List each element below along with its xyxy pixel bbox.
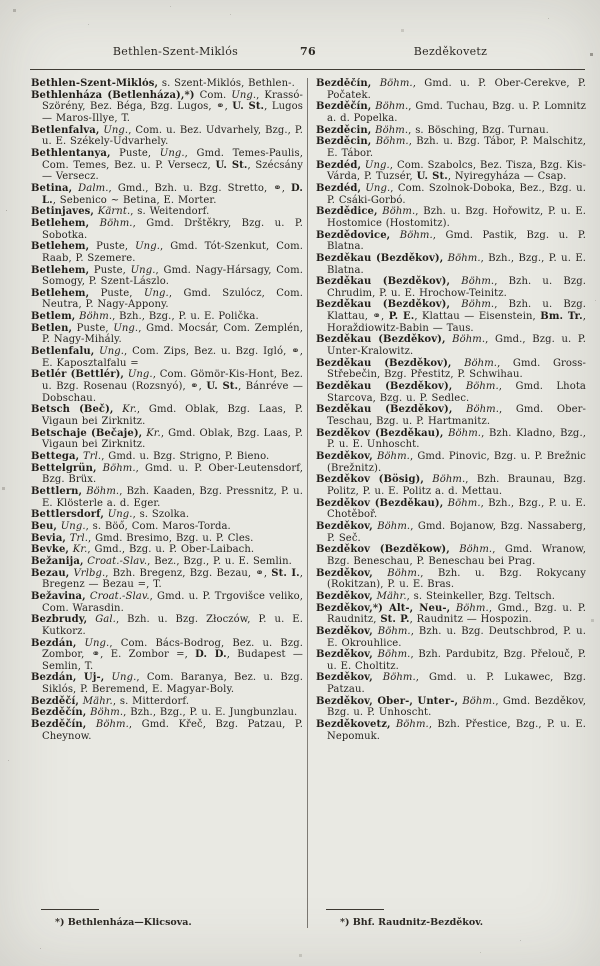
entry-region: Trl. [66, 532, 89, 544]
gazetteer-entry [316, 276, 586, 299]
entry-text: , Raudnitz — Hospozin. [409, 614, 532, 626]
entry-region: Ung. [124, 369, 153, 381]
entry-headword-or-abbrev: Bezděkov (Bezděkow), [316, 544, 450, 556]
footnote-block-right [316, 909, 586, 928]
entry-region: Gal. [87, 614, 116, 626]
entry-headword-or-abbrev: Bezděkau (Bezděkov), [316, 276, 451, 288]
entry-text: , Horaždiowitz-Babin — Taus. [327, 311, 586, 334]
entry-region: Vrlbg. [69, 567, 106, 579]
entry-text: , Gmd. Mocsár, Com. Zemplén, P. Nagy-Mihály. [42, 322, 303, 346]
entry-text: , Gmd. Temes-Paulis, Com. Temes, Bez. u. P. Versecz, [42, 147, 303, 171]
entry-text: , Gmd. Gross-Střebečin, Bzg. Přestitz, P. Schwihau. [327, 357, 586, 381]
entry-text: , Gmd. Wranow, Bzg. Beneschau, P. Beneschau bei Prag. [327, 544, 586, 567]
entry-headword-or-abbrev: Betlen, [31, 322, 73, 334]
entry-headword-or-abbrev: Bezděkov, [316, 520, 373, 532]
entry-region: Böhm. [86, 719, 129, 731]
gazetteer-entry [31, 509, 303, 521]
gazetteer-entry [316, 230, 586, 253]
entry-headword-or-abbrev: Bezdán, [31, 637, 77, 649]
entry-region: Böhm. [82, 485, 120, 497]
gazetteer-entry [31, 544, 303, 556]
entry-headword-or-abbrev: Bežavina, [31, 590, 86, 602]
gazetteer-entry [31, 614, 303, 637]
column-divider [307, 78, 308, 928]
gazetteer-entry [316, 428, 586, 451]
entry-text: , Gmd. u. P. Ober-Leutensdorf, Bzg. Brüx. [42, 462, 303, 486]
entry-text: , Bzh., Bzg., P. u. E. Blatna. [327, 252, 586, 276]
entry-headword-or-abbrev: Betlem, [31, 311, 76, 323]
entry-text: , Gmd. Ober-Teschau, Bzg. u. P. Hartmanitz. [327, 404, 586, 428]
entry-headword-or-abbrev: Bezděkau (Bezděkov), [316, 357, 452, 369]
entry-headword-or-abbrev: Bezděčín, [31, 719, 87, 731]
entry-text: Puste, [110, 147, 160, 159]
entry-text: , Gmd. Nagy-Hársagy, Com. Somogy, P. Szent-Lászlo. [42, 264, 303, 288]
entry-text: , s. Weitendorf. [130, 206, 210, 218]
entry-region: Ung. [231, 89, 257, 101]
entry-headword-or-abbrev: Bežanija, [31, 555, 84, 567]
entry-headword-or-abbrev: Bezděkov, [316, 672, 373, 684]
entry-text: s. Szent-Miklós, Bethlen-. [158, 78, 295, 89]
entry-text: , Bzh., Bzg., P. u. E. Polička. [112, 311, 259, 323]
entry-region: Böhm. [423, 474, 466, 486]
entry-headword-or-abbrev: Betlenfalva, [31, 124, 100, 136]
entry-region: Ung. [103, 509, 133, 521]
gazetteer-entry [316, 101, 586, 124]
entry-text: Puste, [72, 322, 114, 334]
entry-region: Croat.-Slav. [83, 555, 148, 567]
entry-text: , Bzh. u. Bzg. Klattau, ⚭, [327, 299, 586, 323]
entry-headword-or-abbrev: Betschaje (Bečaje), [31, 427, 143, 439]
footnote-rule [41, 909, 99, 910]
entry-region: Kr. [142, 427, 161, 439]
entry-headword-or-abbrev: U. St. [416, 171, 448, 183]
entry-text: , Bzh. u. Bzg. Chrudim, P. u. E. Hrochow-Teinitz. [327, 276, 586, 299]
gazetteer-entry [31, 556, 303, 568]
gazetteer-entry [31, 451, 303, 463]
entry-headword-or-abbrev: Bezděkau (Bezděkov), [316, 299, 451, 311]
entry-region: Böhm. [452, 404, 499, 416]
gazetteer-entry [316, 474, 586, 497]
entry-region: Böhm. [371, 101, 409, 113]
entry-headword-or-abbrev: U. St. [232, 101, 265, 113]
entry-headword-or-abbrev: Bezděkov, [316, 590, 373, 602]
entry-region: Böhm. [445, 334, 486, 346]
entry-region: Ung. [135, 241, 160, 253]
entry-text: , Gmd. Tuchau, Bzg. u. P. Lomnitz a. d. Popelka. [327, 101, 586, 124]
entry-text: , Gmd., Bzg. u. P. Ober-Laibach. [87, 544, 255, 556]
entry-region: Böhm. [443, 497, 481, 509]
entry-headword-or-abbrev: Betlehem, [31, 287, 90, 299]
entry-region: Böhm. [451, 357, 498, 369]
entry-text: , Gmd. u. P. Lukawec, Bzg. Patzau. [327, 672, 586, 696]
gazetteer-entry [31, 591, 303, 614]
gazetteer-entry [316, 626, 586, 649]
entry-headword-or-abbrev: Bezděcin, [316, 136, 372, 148]
entry-region: Böhm. [458, 695, 496, 707]
footnote-right: *) Bhf. Raudnitz-Bezděkov. [340, 917, 484, 928]
entry-text: Puste, [89, 241, 136, 253]
entry-region: Böhm. [443, 427, 482, 439]
entry-headword-or-abbrev: Bezděkov, [316, 625, 373, 637]
gazetteer-entry [31, 428, 303, 451]
entry-text: , Sebenico ~ Betina, E. Morter. [52, 194, 217, 206]
entry-region: Böhm. [452, 381, 499, 393]
gazetteer-entry [31, 90, 303, 125]
entry-headword-or-abbrev: Bezděkov, Ober-, Unter-, [316, 695, 459, 707]
footnote-block-left [31, 909, 303, 928]
gazetteer-entry [31, 125, 303, 148]
entry-text: , Bzh. Přestice, Bzg., P. u. E. Nepomuk. [327, 719, 586, 742]
entry-region: Ung. [76, 637, 110, 649]
gazetteer-entry [31, 218, 303, 241]
entry-headword-or-abbrev: Bezděkov (Bezděkau), [316, 427, 444, 439]
footnote-left: *) Bethlenháza—Klicsova. [55, 917, 192, 928]
entry-headword-or-abbrev: Bezau, [31, 567, 70, 579]
gazetteer-entry [31, 288, 303, 311]
entry-text: , s. Szolka. [132, 509, 190, 521]
entry-headword-or-abbrev: Betlehem, [31, 217, 90, 229]
gazetteer-entry [31, 183, 303, 206]
entry-headword-or-abbrev: Betina, [31, 182, 73, 194]
page-number: 76 [300, 45, 316, 58]
entry-text: , Bez., Bzg., P. u. E. Semlin. [147, 555, 292, 567]
entry-region: Böhm. [450, 299, 495, 311]
entry-text: , s. Steinkeller, Bzg. Teltsch. [406, 590, 556, 602]
entry-text: , Com. Zips, Bez. u. Bzg. Igló, ⚭, E. Kaposztalfalu = [42, 346, 303, 369]
entry-headword-or-abbrev: Bezděkov (Bösig), [316, 474, 424, 486]
entry-region: Böhm. [86, 707, 124, 719]
entry-text: , Gmd. Bezděkov, Bzg. u. P. Unhoscht. [327, 695, 586, 719]
gazetteer-entry [31, 463, 303, 486]
gazetteer-entry [316, 206, 586, 229]
entry-headword-or-abbrev: Bezděkau (Bezděkov), [316, 334, 446, 346]
entry-headword-or-abbrev: Bezděkov,*) Alt-, Neu-, [316, 602, 451, 614]
entry-text: , Budapest — Semlin, T. [42, 649, 303, 672]
gazetteer-entry [31, 672, 303, 695]
entry-headword-or-abbrev: U. St. [206, 381, 239, 393]
entry-region: Ung. [56, 520, 86, 532]
entry-region: Ung. [159, 147, 185, 159]
entry-region: Böhm. [450, 276, 495, 288]
entry-text: , Bregenz — Bezau =, T. [42, 567, 303, 591]
entry-text: , s. Böő, Com. Maros-Torda. [85, 520, 231, 532]
entry-headword-or-abbrev: Betsch (Beč), [31, 404, 114, 416]
entry-text: , Gmd. Bojanow, Bzg. Nassaberg, P. Seč. [327, 520, 586, 544]
gazetteer-entry [316, 160, 586, 183]
entry-headword-or-abbrev: St. I. [271, 567, 300, 579]
entry-headword-or-abbrev: Bm. Tr. [540, 311, 583, 323]
entry-headword-or-abbrev: Bezdéd, [316, 159, 362, 171]
entry-text: , Gmd. Pastik, Bzg. u. P. Blatna. [327, 229, 586, 253]
entry-headword-or-abbrev: Bethlen-Szent-Miklós, [31, 78, 159, 89]
gazetteer-entry [316, 381, 586, 404]
gazetteer-entry [31, 323, 303, 346]
gazetteer-entry [316, 358, 586, 381]
entry-headword-or-abbrev: Bezděčín, [316, 78, 372, 89]
entry-text: , s. Bösching, Bzg. Turnau. [408, 124, 549, 136]
entry-text: , Bzh., Bzg., P. u. E. Chotěboř. [327, 497, 586, 521]
entry-text: , Bzh. u. Bzg. Hořowitz, P. u. E. Hostomice (Hostomitz). [327, 206, 586, 229]
entry-region: Croat.-Slav. [85, 590, 150, 602]
entry-text: , Bánréve — Dobschau. [42, 381, 303, 404]
gazetteer-entry [31, 533, 303, 545]
entry-text: , Bzh. u. Bzg. Deutschbrod, P. u. E. Okrouhlice. [327, 625, 586, 649]
entry-text: , Gmd. Tót-Szenkut, Com. Raab, P. Szemere. [42, 241, 303, 264]
entry-headword-or-abbrev: Betlér (Bettlér), [31, 369, 125, 381]
gazetteer-entry [31, 707, 303, 719]
entry-text: , Gmd. u. Bzg. Strigno, P. Bieno. [101, 451, 270, 462]
entry-region: Böhm. [450, 602, 489, 614]
entry-headword-or-abbrev: Bezděkov, [316, 567, 373, 579]
entry-headword-or-abbrev: Bezděčín, [316, 101, 372, 113]
entry-headword-or-abbrev: St. P. [380, 614, 410, 626]
gazetteer-entry [316, 334, 586, 357]
gazetteer-entry [316, 136, 586, 159]
entry-text: , Gmd. Szulócz, Com. Neutra, P. Nagy-Appony. [42, 287, 303, 311]
entry-headword-or-abbrev: Bezdéd, [316, 182, 362, 194]
gazetteer-entry [31, 241, 303, 264]
gazetteer-entry [31, 346, 303, 369]
entry-text: , Bzh. u. Bzg. Złoczów, P. u. E. Kutkorz. [42, 614, 303, 637]
gazetteer-entry [316, 649, 586, 672]
entry-region: Böhm. [372, 520, 411, 532]
entry-headword-or-abbrev: Bettelgrün, [31, 462, 97, 474]
entry-region: Böhm. [372, 625, 411, 637]
entry-headword-or-abbrev: Bezděkovetz, [316, 719, 391, 731]
entry-headword-or-abbrev: Beu, [31, 520, 57, 532]
entry-text: , Nyiregyháza — Csap. [447, 171, 567, 183]
entry-headword-or-abbrev: Bettega, [31, 451, 80, 462]
entry-region: Böhm. [372, 649, 411, 661]
entry-text: , Gmd. u. P. Trgovišce veliko, Com. Warasdin. [42, 590, 303, 614]
entry-region: Böhm. [75, 311, 113, 323]
entry-text: , Gmd. Pinovic, Bzg. u. P. Brežnic (Brežnitz). [327, 451, 586, 474]
entry-region: Böhm. [372, 672, 416, 684]
gazetteer-entry [316, 544, 586, 567]
entry-headword-or-abbrev: Bezděkau (Bezděkov), [316, 252, 444, 264]
gazetteer-entry [316, 183, 586, 206]
column-right [310, 78, 586, 928]
entry-text: Com. [194, 89, 232, 101]
gazetteer-entry [316, 603, 586, 626]
entry-region: Ung. [99, 124, 129, 136]
entry-region: Kr. [69, 544, 88, 556]
entry-text: , Gmd. Drštěkry, Bzg. u. P. Sobotka. [42, 217, 303, 241]
entry-headword-or-abbrev: Bezděkov (Bezděkau), [316, 497, 444, 509]
entry-region: Mähr. [79, 695, 113, 707]
entry-headword-or-abbrev: Bettlersdorf, [31, 509, 104, 521]
entry-text: , Szécsány — Versecz. [42, 159, 303, 183]
entry-text: , Com. Szabolcs, Bez. Tisza, Bzg. Kis-Várda, P. Tuzsér, [327, 159, 586, 183]
entry-text: , Gmd. u. P. Ober-Cerekve, P. Počatek. [327, 78, 586, 101]
entry-headword-or-abbrev: Betlehem, [31, 264, 90, 276]
entry-text: , Bzh. Pardubitz, Bzg. Přelouč, P. u. E. Choltitz. [327, 649, 586, 672]
entry-headword-or-abbrev: Bezděkau (Bezděkov), [316, 404, 453, 416]
gazetteer-entry [316, 672, 586, 695]
gazetteer-entry [31, 148, 303, 183]
entry-text: , Krassó-Szörény, Bez. Béga, Bzg. Lugos, ⚭, [42, 89, 303, 113]
entry-headword-or-abbrev: Bezděcin, [316, 124, 372, 136]
entry-region: Böhm. [390, 719, 429, 731]
entry-text: , Lugos — Maros-Illye, T. [42, 101, 303, 124]
entry-region: Kärnt. [94, 206, 131, 218]
entry-headword-or-abbrev: Bevia, [31, 532, 66, 544]
scan-artifact [0, 0, 1, 1]
entry-text: , Bzh. u. Bzg. Rokycany (Rokitzan), P. u. E. Bras. [327, 567, 586, 591]
entry-text: , Gmd., Bzh. u. Bzg. Stretto, ⚭, [108, 182, 292, 194]
entry-text: , Gmd. Křeč, Bzg. Patzau, P. Cheynow. [42, 719, 303, 742]
entry-text: , Com. Szolnok-Doboka, Bez., Bzg. u. P. Csáki-Gorbó. [327, 182, 586, 206]
entry-region: Ung. [130, 264, 156, 276]
entry-headword-or-abbrev: D. L. [42, 182, 303, 206]
entry-headword-or-abbrev: Bezdán, Uj-, [31, 672, 105, 684]
entry-headword-or-abbrev: Betinjaves, [31, 206, 94, 218]
entry-headword-or-abbrev: U. St. [215, 159, 248, 171]
entry-text: Puste, [89, 287, 144, 299]
header-rule [30, 69, 585, 70]
entry-region: Mähr. [372, 590, 407, 602]
entry-headword-or-abbrev: Bevke, [31, 544, 69, 556]
entry-region: Kr. [113, 404, 137, 416]
gazetteer-entry [31, 719, 303, 742]
running-head [32, 45, 584, 58]
entry-text: , Bzh. Kladno, Bzg., P. u. E. Unhoscht. [327, 427, 586, 451]
entry-text: , Gmd. Oblak, Bzg. Laas, P. Vigaun bei Zirknitz. [42, 404, 303, 428]
gazetteer-entry [316, 719, 586, 742]
entry-region: Böhm. [96, 462, 136, 474]
gazetteer-entry [316, 568, 586, 591]
entry-headword-or-abbrev: D. D. [195, 649, 227, 661]
entry-region: Böhm. [377, 206, 416, 218]
gazetteer-entry [31, 486, 303, 509]
entry-region: Ung. [104, 672, 137, 684]
entry-text: , s. Mitterdorf. [112, 695, 190, 707]
gazetteer-entry [316, 451, 586, 474]
entry-headword-or-abbrev: Bezděkau (Bezděkov), [316, 381, 453, 393]
entry-region: Ung. [113, 322, 139, 334]
entry-headword-or-abbrev: P. E. [388, 311, 415, 323]
gazetteer-entry [31, 206, 303, 218]
entry-headword-or-abbrev: Betlehem, [31, 241, 90, 253]
text-columns [31, 78, 586, 928]
entry-headword-or-abbrev: Bethlenháza (Betlenháza),*) [31, 89, 195, 101]
entry-text: , Com. u. Bez. Udvarhely, Bzg., P. u. E. Székely-Udvarhely. [42, 124, 303, 148]
entry-region: Böhm. [371, 124, 409, 136]
running-head-left: Bethlen-Szent-Miklós [112, 45, 239, 58]
entry-text: , Bzh. Bregenz, Bzg. Bezau, ⚭, [105, 567, 272, 579]
entry-headword-or-abbrev: Bezděčín, [31, 707, 87, 719]
gazetteer-entry [31, 568, 303, 591]
entry-region: Trl. [79, 451, 102, 462]
gazetteer-entry [31, 265, 303, 288]
entry-text: , Bzh. Braunau, Bzg. Politz, P. u. E. Politz a. d. Mettau. [327, 474, 586, 497]
running-head-right: Bezděkovetz [413, 45, 488, 58]
entry-text: , Klattau — Eisenstein, [414, 311, 541, 323]
entry-headword-or-abbrev: Bettlern, [31, 485, 83, 497]
gazetteer-entry [316, 78, 586, 101]
gazetteer-entry [316, 253, 586, 276]
entry-headword-or-abbrev: Bezbrudy, [31, 614, 88, 626]
entry-text: , Gmd., Bzg. u. P. Raudnitz, [327, 602, 586, 626]
entry-region: Ung. [143, 287, 169, 299]
entry-text: , Gmd., Bzg. u. P. Unter-Kralowitz. [327, 334, 586, 358]
entry-headword-or-abbrev: Bezdědovice, [316, 229, 391, 241]
gazetteer-entry [316, 696, 586, 719]
entry-region: Ung. [361, 182, 391, 194]
gazetteer-entry [31, 404, 303, 427]
entry-region: Böhm. [372, 567, 421, 579]
entry-region: Böhm. [89, 217, 133, 229]
column-left [31, 78, 303, 928]
entry-headword-or-abbrev: Bezděčí, [31, 695, 80, 707]
entry-headword-or-abbrev: Betlenfalu, [31, 346, 95, 358]
entry-region: Böhm. [449, 544, 493, 556]
entry-text: , Com. Bács-Bodrog, Bez. u. Bzg. Zombor, ⚭, E. Zombor =, [42, 637, 303, 661]
gazetteer-entry [316, 299, 586, 334]
entry-text: , Gmd. Oblak, Bzg. Laas, P. Vigaun bei Zirknitz. [42, 427, 303, 451]
entry-text: , Gmd. Lhota Starcova, Bzg. u. P. Sedlec. [327, 381, 586, 404]
entry-text: , Gmd. Bresimo, Bzg. u. P. Cles. [88, 532, 254, 544]
gazetteer-entry [316, 591, 586, 603]
gazetteer-entry [316, 404, 586, 427]
entry-text: , Bzh., Bzg., P. u. E. Jungbunzlau. [123, 707, 298, 719]
entry-region: Dalm. [72, 182, 109, 194]
entry-region: Böhm. [390, 229, 433, 241]
entry-text: , Com. Gömör-Kis-Hont, Bez. u. Bzg. Rosenau (Rozsnyó), ⚭, [42, 369, 303, 393]
entry-headword-or-abbrev: Bezdědice, [316, 206, 378, 218]
entry-region: Ung. [361, 159, 390, 171]
entry-headword-or-abbrev: Bethlentanya, [31, 147, 111, 159]
gazetteer-entry [316, 125, 586, 137]
footnote-rule [326, 909, 384, 910]
gazetteer-entry [31, 369, 303, 404]
entry-region: Ung. [94, 346, 125, 358]
entry-text: , Bzh. u. Bzg. Tábor, P. Malschitz, E. Tábor. [327, 136, 586, 159]
gazetteer-entry [31, 638, 303, 673]
entry-region: Böhm. [443, 252, 481, 264]
entry-headword-or-abbrev: Bezděkov, [316, 649, 373, 661]
gazetteer-entry [316, 498, 586, 521]
entry-region: Böhm. [372, 451, 410, 462]
entry-text: , Com. Baranya, Bez. u. Bzg. Siklós, P. Beremend, E. Magyar-Boly. [42, 672, 303, 696]
gazetteer-entry [31, 311, 303, 323]
entry-region: Böhm. [371, 136, 409, 148]
gazetteer-entry [31, 78, 303, 90]
entry-headword-or-abbrev: Bezděkov, [316, 451, 373, 462]
gazetteer-entry [31, 521, 303, 533]
entry-region: Böhm. [371, 78, 413, 89]
entry-text: , Bzh. Kaaden, Bzg. Pressnitz, P. u. E. Klösterle a. d. Eger. [42, 485, 303, 509]
gazetteer-entry [31, 696, 303, 708]
gazetteer-entry [316, 521, 586, 544]
entry-text: Puste, [89, 264, 131, 276]
